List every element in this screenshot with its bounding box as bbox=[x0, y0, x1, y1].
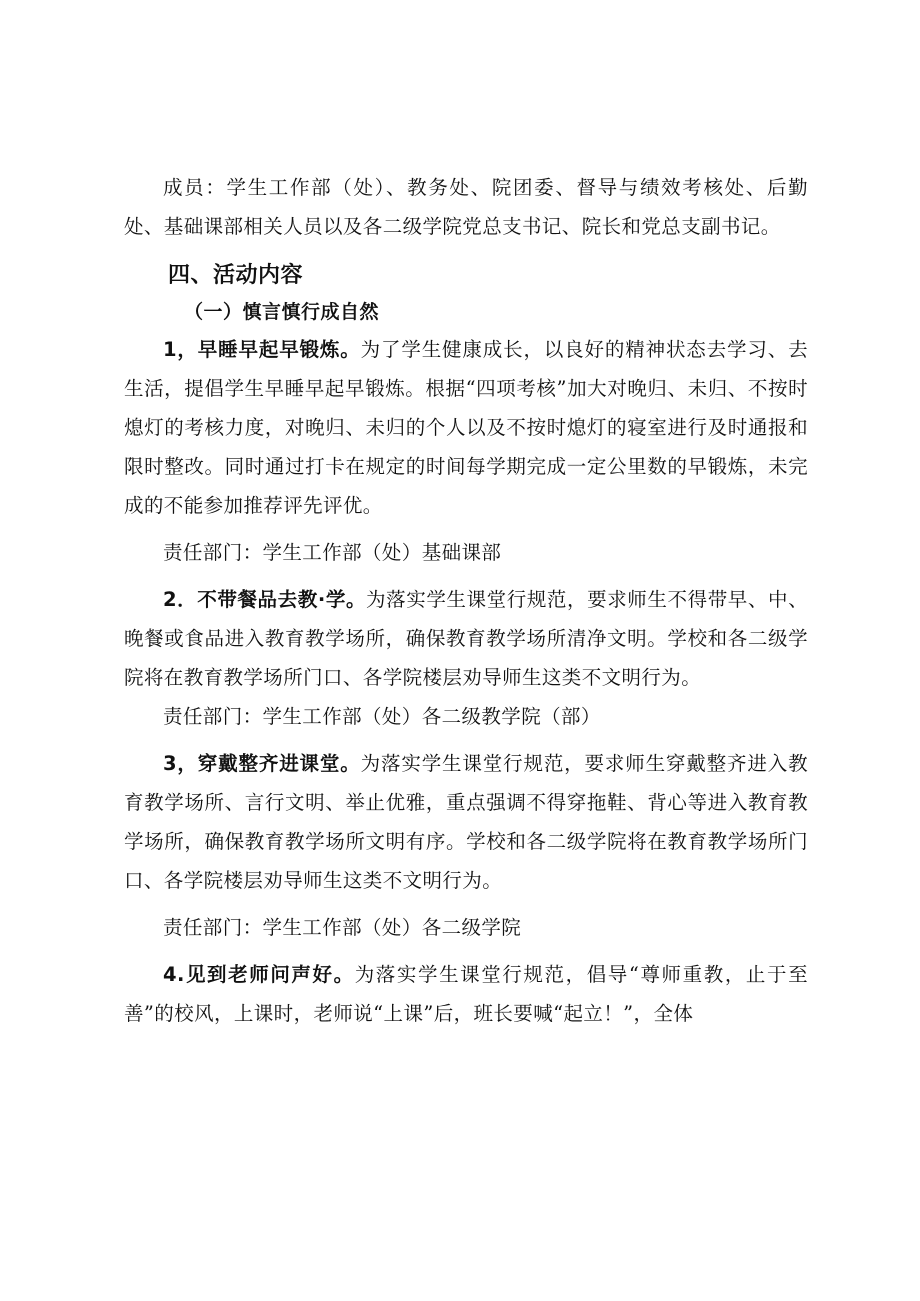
item-4-lead: 4.见到老师问声好。 bbox=[163, 963, 355, 986]
item-3-paragraph bbox=[124, 744, 808, 900]
item-2-paragraph bbox=[124, 580, 808, 697]
subsection-heading: （一）慎言慎行成自然 bbox=[184, 301, 380, 323]
item-1-lead: 1，早睡早起早锻炼。 bbox=[163, 338, 361, 361]
item-4-paragraph bbox=[124, 955, 808, 1033]
item-2-responsibility: 责任部门：学生工作部（处）各二级教学院（部） bbox=[163, 705, 601, 728]
item-4-body: 为落实学生课堂行规范，倡导“尊师重教，止于至善”的校风，上课时，老师说“上课”后，班长要喊“起立！”，全体 bbox=[124, 963, 808, 1025]
item-1-paragraph bbox=[124, 330, 808, 525]
item-2-lead: 2．不带餐品去教·学。 bbox=[163, 588, 367, 611]
item-2-body: 为落实学生课堂行规范，要求师生不得带早、中、晚餐或食品进入教育教学场所，确保教育教学场所清净文明。学校和各二级学院将在教育教学场所门口、各学院楼层劝导师生这类不文明行为。 bbox=[124, 588, 808, 689]
item-3-lead: 3，穿戴整齐进课堂。 bbox=[163, 752, 361, 775]
item-1-responsibility: 责任部门：学生工作部（处）基础课部 bbox=[163, 541, 502, 564]
members-paragraph: 成员：学生工作部（处）、教务处、院团委、督导与绩效考核处、后勤处、基础课部相关人员以及各二级学院党总支书记、院长和党总支副书记。 bbox=[124, 176, 808, 238]
item-3-body: 为落实学生课堂行规范，要求师生穿戴整齐进入教育教学场所、言行文明、举止优雅，重点强调不得穿拖鞋、背心等进入教育教学场所，确保教育教学场所文明有序。学校和各二级学院将在教育教学场所门口、各学院楼层劝导师生这类不文明行为。 bbox=[124, 752, 808, 892]
item-3-responsibility: 责任部门：学生工作部（处）各二级学院 bbox=[163, 916, 522, 939]
document-body bbox=[124, 168, 808, 1033]
item-1-body: 为了学生健康成长，以良好的精神状态去学习、去生活，提倡学生早睡早起早锻炼。根据“四项考核”加大对晚归、未归、不按时熄灯的考核力度，对晚归、未归的个人以及不按时熄灯的寝室进行及时通报和限时整改。同时通过打卡在规定的时间每学期完成一定公里数的早锻炼，未完成的不能参加推荐评先评优。 bbox=[124, 338, 808, 517]
section-heading: 四、活动内容 bbox=[168, 263, 304, 288]
